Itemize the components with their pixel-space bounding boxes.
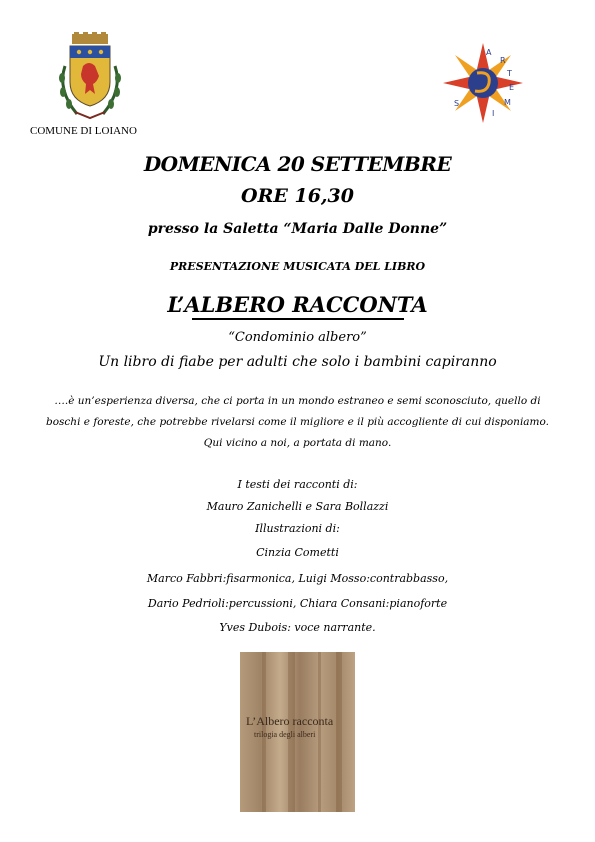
credits-line: Yves Dubois: voce narrante. [219, 621, 376, 634]
book-title: L’ALBERO RACCONTA [167, 292, 428, 317]
artemis-letter: R [500, 56, 506, 65]
artemis-letter: E [509, 83, 515, 92]
credits-line: Dario Pedrioli:percussioni, Chiara Consani:pianoforte [147, 597, 448, 610]
event-description: ….è un’esperienza diversa, che ci porta in un mondo estraneo e semi sconosciuto, quello di boschi e foreste, che potrebbe rivelarsi come il migliore e il più accogliente di cui disponiamo. Qui vicino a noi, a portata di mano. [46, 395, 549, 449]
event-venue: presso la Saletta “Maria Dalle Donne” [147, 221, 448, 237]
comune-label: COMUNE DI LOIANO [30, 125, 137, 137]
artemis-sun-logo [440, 40, 526, 126]
credits-line: Cinzia Cometti [256, 546, 339, 559]
comune-coat-of-arms [55, 32, 125, 120]
book-tagline: Un libro di fiabe per adulti che solo i bambini capiranno [98, 354, 497, 370]
artemis-letter: A [486, 48, 492, 57]
artemis-letter: S [454, 99, 460, 108]
event-time: ORE 16,30 [241, 185, 354, 207]
artemis-letter: I [492, 109, 495, 118]
credits-line: I testi dei racconti di: [237, 478, 358, 491]
artemis-letter: M [504, 98, 511, 107]
cover-title: L’Albero racconta [246, 714, 334, 728]
book-cover-image [240, 652, 355, 812]
book-subtitle: “Condominio albero” [228, 330, 367, 345]
credits-line: Mauro Zanichelli e Sara Bollazzi [206, 500, 389, 513]
cover-subtitle: trilogia degli alberi [254, 730, 316, 739]
artemis-letter: T [507, 69, 512, 78]
credits-line: Illustrazioni di: [255, 522, 340, 535]
title-underline [192, 318, 404, 320]
presentation-heading: PRESENTAZIONE MUSICATA DEL LIBRO [169, 260, 426, 273]
event-date: DOMENICA 20 SETTEMBRE [143, 152, 452, 176]
credits-line: Marco Fabbri:fisarmonica, Luigi Mosso:contrabbasso, [146, 572, 449, 585]
